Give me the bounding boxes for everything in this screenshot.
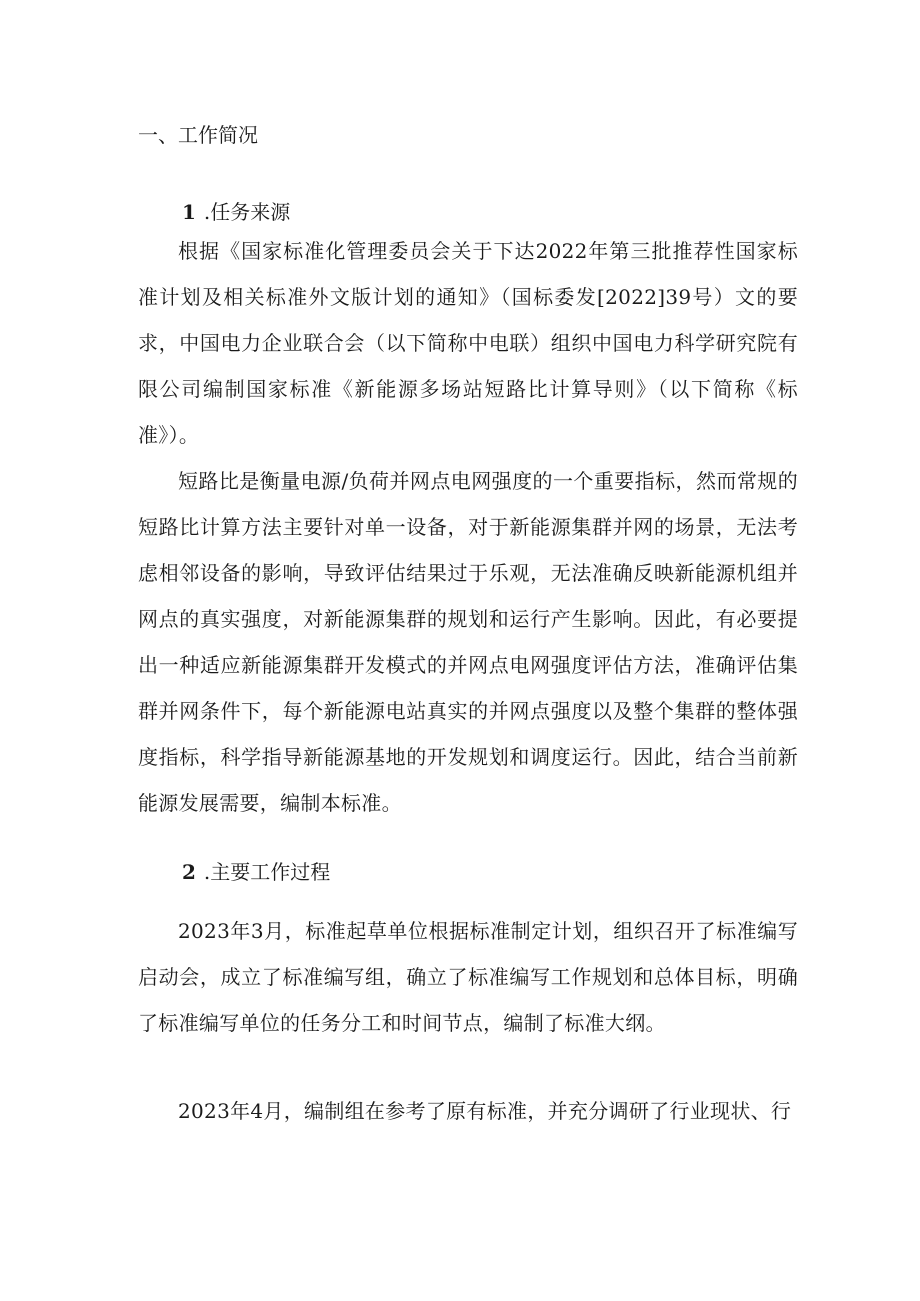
subsection-heading-work-process [182,855,330,889]
subsection-number: 2 [182,860,196,884]
subsection-heading-task-source [182,195,290,229]
subsection-title: .任务来源 [203,200,291,224]
paragraph-short-circuit-ratio: 短路比是衡量电源/负荷并网点电网强度的一个重要指标，然而常规的短路比计算方法主要针对单一设备，对于新能源集群并网的场景，无法考虑相邻设备的影响，导致评估结果过于乐观，无法准确反映新能源机组并网点的真实强度，对新能源集群的规划和运行产生影响。因此，有必要提出一种适应新能源集群开发模式的并网点电网强度评估方法，准确评估集群并网条件下，每个新能源电站真实的并网点强度以及整个集群的整体强度指标，科学指导新能源基地的开发规划和调度运行。因此，结合当前新能源发展需要，编制本标准。 [138,469,798,815]
paragraph-task-source: 根据《国家标准化管理委员会关于下达2022年第三批推荐性国家标准计划及相关标准外文版计划的通知》（国标委发[2022]39号）文的要求，中国电力企业联合会（以下简称中电联）组织中国电力科学研究院有限公司编制国家标准《新能源多场站短路比计算导则》（以下简称《标准》）。 [138,239,798,447]
paragraph-april-2023: 2023年4月，编制组在参考了原有标准，并充分调研了行业现状、行 [178,1099,792,1123]
paragraph-march-2023: 2023年3月，标准起草单位根据标准制定计划，组织召开了标准编写启动会，成立了标准编写组，确立了标准编写工作规划和总体目标，明确了标准编写单位的任务分工和时间节点，编制了标准大纲。 [138,919,798,1035]
subsection-number: 1 [182,200,196,224]
subsection-title: .主要工作过程 [203,860,331,884]
section-heading: 一、工作简况 [138,123,258,147]
